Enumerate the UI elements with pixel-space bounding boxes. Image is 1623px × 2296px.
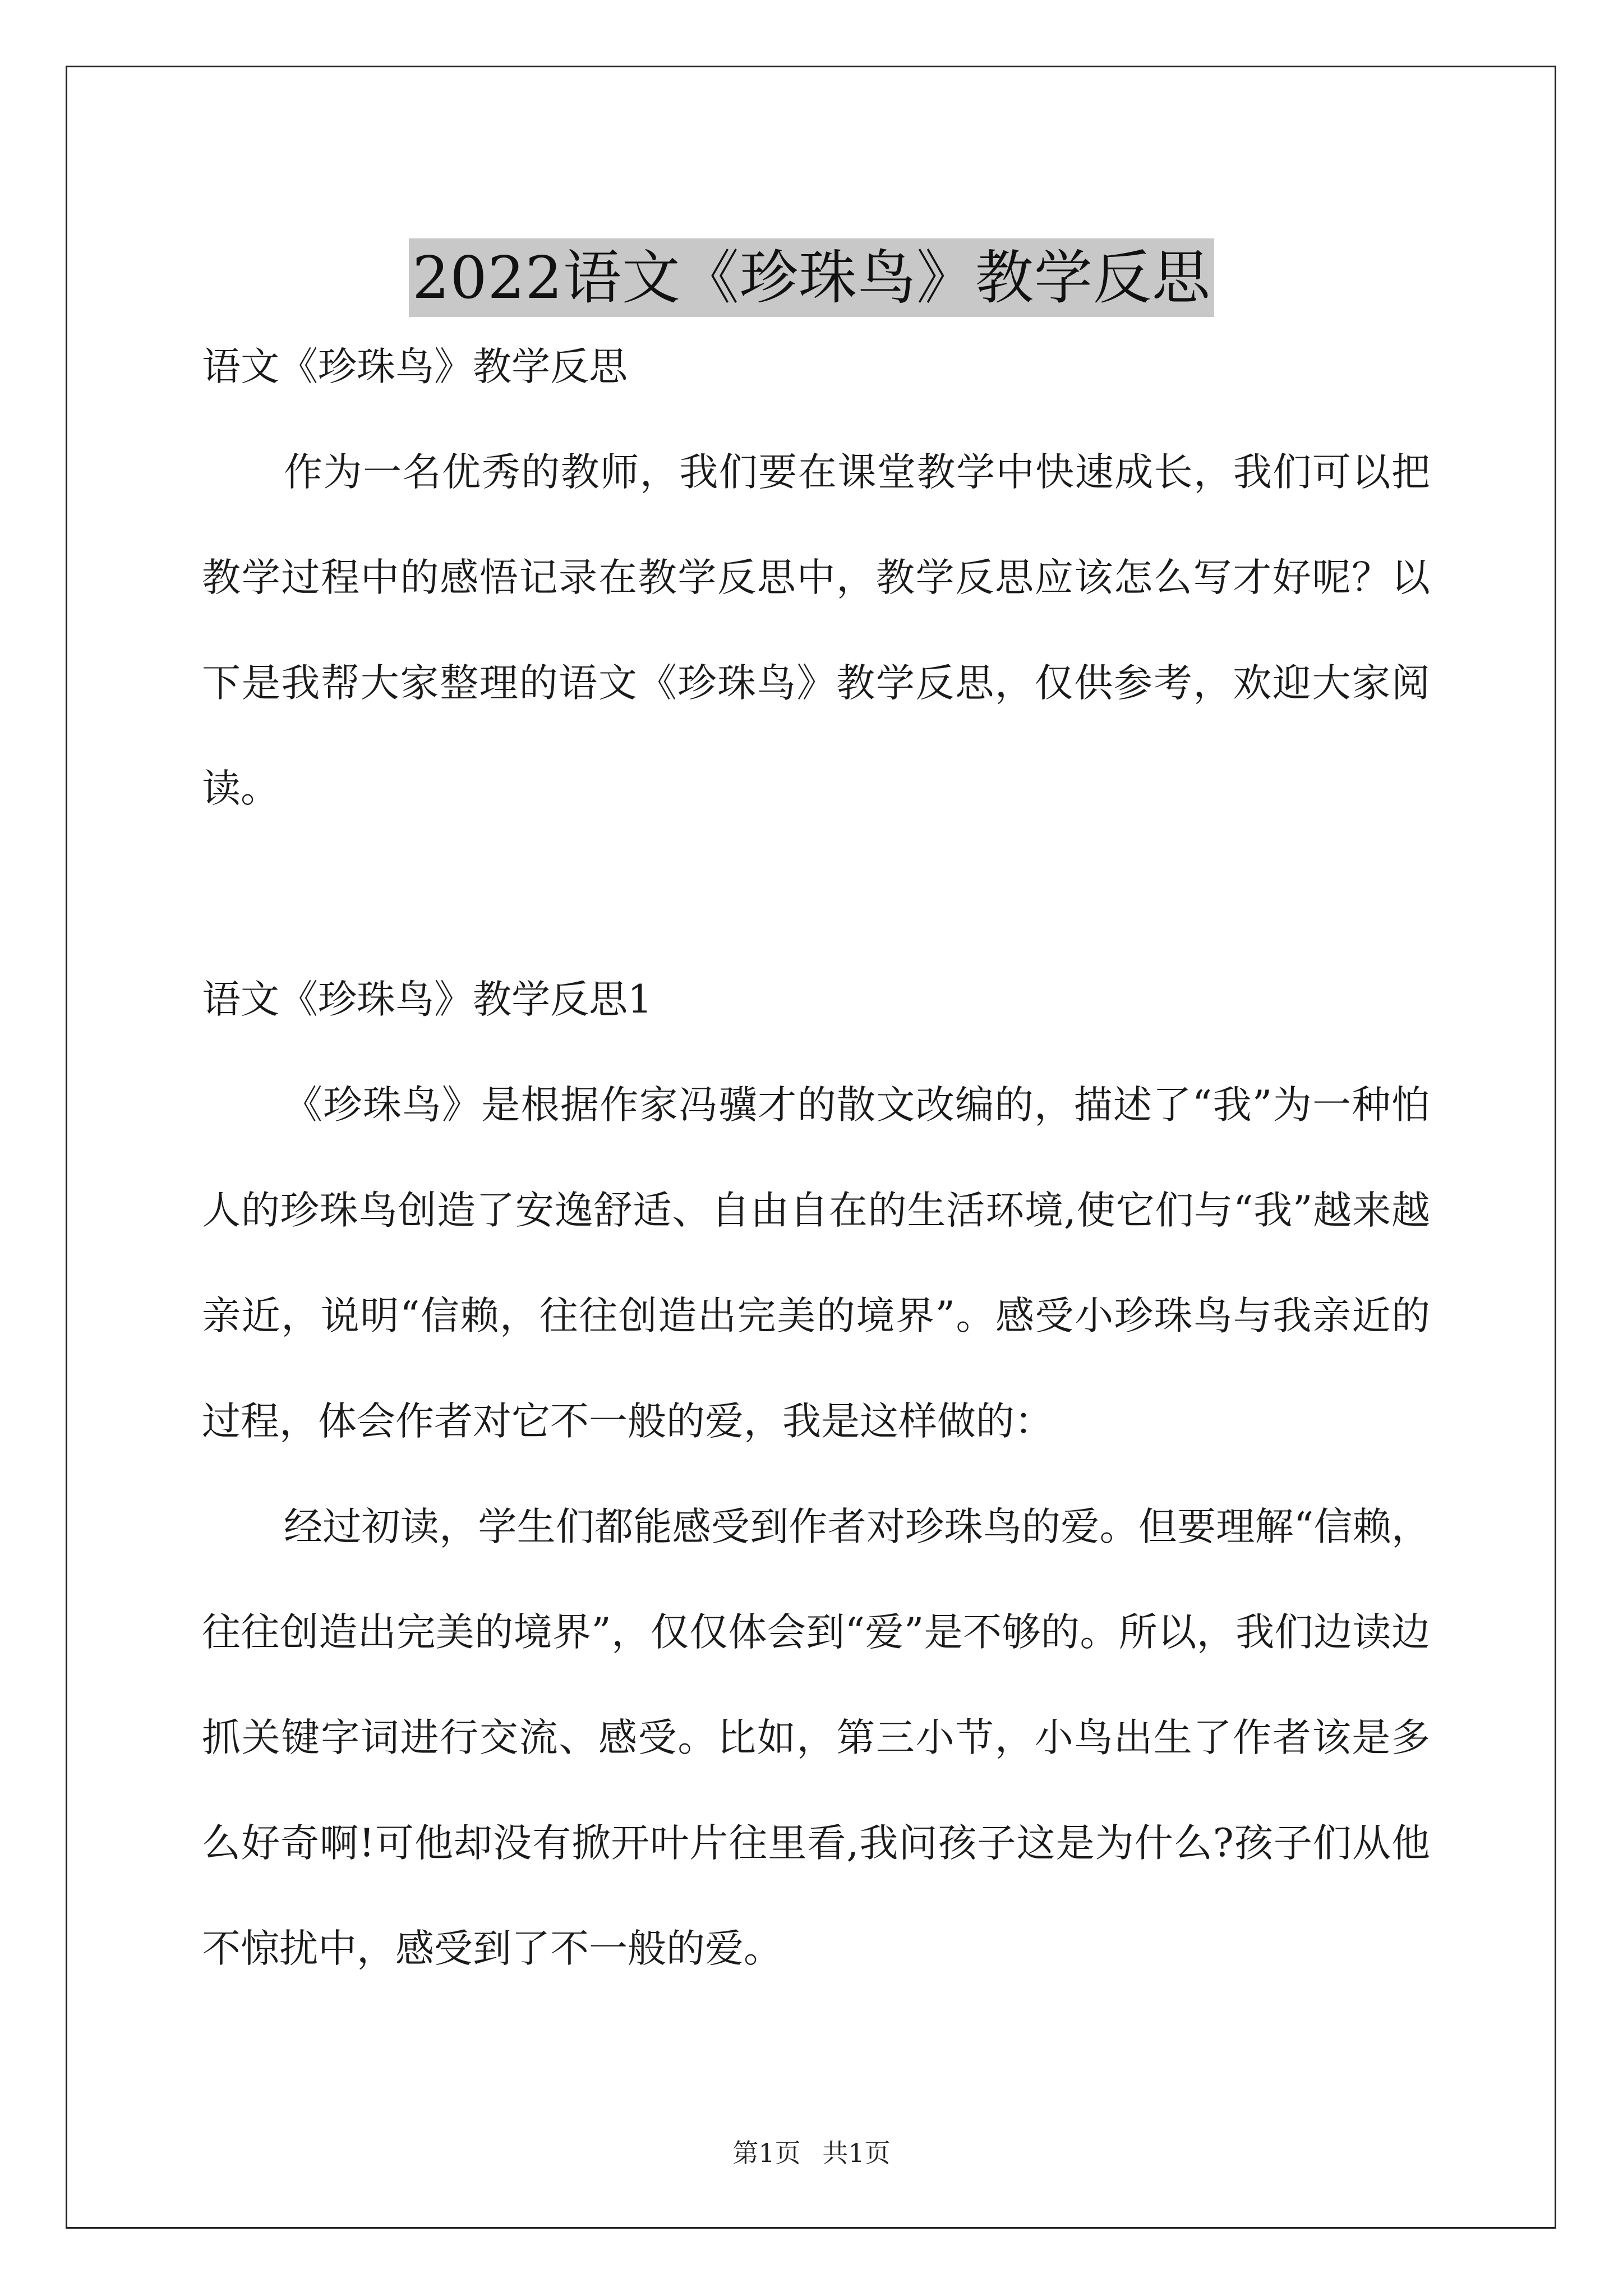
page-number-total: 共1页	[822, 2138, 891, 2168]
section-paragraph: 《珍珠鸟》是根据作家冯骥才的散文改编的，描述了“我”为一种怕人的珍珠鸟创造了安逸舒适、自由自在的生活环境,使它们与“我”越来越亲近，说明“信赖，往往创造出完美的境界”。感受小珍珠鸟与我亲近的过程，体会作者对它不一般的爱，我是这样做的：	[202, 1083, 1430, 1444]
document-body	[202, 314, 1430, 2001]
page-number-current: 第1页	[732, 2138, 801, 2168]
document-title: 2022语文《珍珠鸟》教学反思	[409, 238, 1214, 317]
section-paragraph: 经过初读，学生们都能感受到作者对珍珠鸟的爱。但要理解“信赖，往往创造出完美的境界”，仅仅体会到“爱”是不够的。所以，我们边读边抓关键字词进行交流、感受。比如，第三小节，小鸟出生了作者该是多么好奇啊!可他却没有掀开叶片往里看,我问孩子这是为什么?孩子们从他不惊扰中，感受到了不一般的爱。	[202, 1504, 1430, 1971]
section-heading: 语文《珍珠鸟》教学反思1	[202, 977, 652, 1022]
intro-paragraph: 作为一名优秀的教师，我们要在课堂教学中快速成长，我们可以把教学过程中的感悟记录在教学反思中，教学反思应该怎么写才好呢？以下是我帮大家整理的语文《珍珠鸟》教学反思，仅供参考，欢迎大家阅读。	[202, 450, 1430, 811]
intro-heading: 语文《珍珠鸟》教学反思	[202, 344, 628, 389]
page-footer	[0, 2136, 1623, 2170]
section-spacer	[202, 841, 1430, 947]
